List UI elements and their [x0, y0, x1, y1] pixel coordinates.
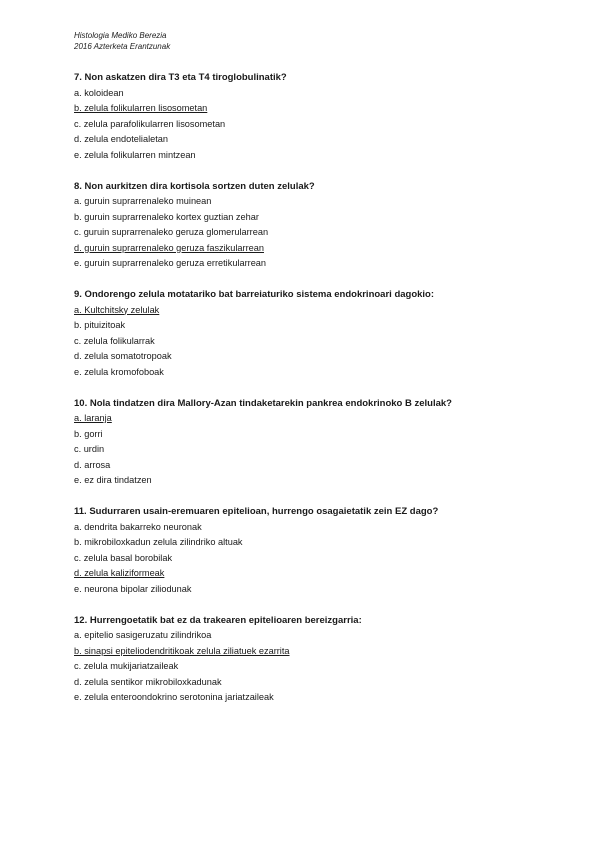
- answer-option: c. zelula basal borobilak: [74, 552, 173, 563]
- answer-option: c. zelula mukijariatzaileak: [74, 661, 179, 671]
- answer-option: e. ez dira tindatzen: [74, 475, 152, 485]
- answer-option: d. zelula somatotropoak: [74, 351, 172, 361]
- answer-option-correct: a. Kultchitsky zelulak: [74, 304, 160, 315]
- answer-option: b. gorri: [74, 428, 103, 439]
- answer-option: c. guruin suprarrenaleko geruza glomerularrean: [74, 227, 269, 237]
- answer-option: a. epitelio sasigeruzatu zilindrikoa: [74, 630, 212, 640]
- question-title: 7. Non askatzen dira T3 eta T4 tiroglobulinatik?: [74, 72, 287, 83]
- answer-option: b. guruin suprarrenaleko kortex guztian zehar: [74, 211, 259, 222]
- answer-option: c. zelula folikularrak: [74, 335, 155, 346]
- answer-option: b. pituizitoak: [74, 320, 126, 330]
- answer-option: a. dendrita bakarreko neuronak: [74, 521, 202, 532]
- answer-option: e. neurona bipolar ziliodunak: [74, 583, 192, 594]
- answer-option: c. urdin: [74, 444, 105, 454]
- answer-option: e. guruin suprarrenaleko geruza erretikularrean: [74, 258, 267, 268]
- answer-option-correct: a. laranja: [74, 413, 112, 423]
- question-7: [74, 70, 544, 163]
- answer-option-correct: b. sinapsi epiteliodendritikoak zelula ziliatuek ezarrita: [74, 645, 290, 656]
- answer-option: d. zelula endotelialetan: [74, 134, 168, 144]
- answer-option: e. zelula enteroondokrino serotonina jariatzaileak: [74, 692, 274, 702]
- answer-option-correct: d. guruin suprarrenaleko geruza faszikularrean: [74, 242, 264, 253]
- question-11: [74, 504, 544, 597]
- answer-option: a. guruin suprarrenaleko muinean: [74, 196, 212, 206]
- question-title: 12. Hurrengoetatik bat ez da trakearen epitelioaren bereizgarria:: [74, 614, 362, 626]
- answer-option-correct: d. zelula kaliziformeak: [74, 568, 165, 578]
- question-10: [74, 396, 544, 489]
- answer-option: c. zelula parafolikularren lisosometan: [74, 118, 226, 129]
- answer-option-correct: b. zelula folikularren lisosometan: [74, 103, 208, 113]
- header-course-title: Histologia Mediko Berezia: [74, 31, 167, 40]
- page-header: [74, 30, 170, 52]
- answer-option: b. mikrobiloxkadun zelula zilindriko altuak: [74, 537, 243, 547]
- answer-option: e. zelula folikularren mintzean: [74, 149, 196, 160]
- question-12: [74, 613, 544, 706]
- answer-option: a. koloidean: [74, 87, 124, 98]
- question-9: [74, 287, 544, 380]
- header-exam-subtitle: 2016 Azterketa Erantzunak: [74, 42, 171, 51]
- question-title: 9. Ondorengo zelula motatariko bat barreiaturiko sistema endokrinoari dagokio:: [74, 289, 435, 300]
- question-title: 8. Non aurkitzen dira kortisola sortzen duten zelulak?: [74, 180, 315, 192]
- question-list: [74, 70, 544, 721]
- question-title: 11. Sudurraren usain-eremuaren epitelioan, hurrengo osagaietatik zein EZ dago?: [74, 506, 439, 517]
- question-title: 10. Nola tindatzen dira Mallory-Azan tindaketarekin pankrea endokrinoko B zelulak?: [74, 397, 452, 409]
- question-8: [74, 179, 544, 272]
- answer-option: d. arrosa: [74, 459, 111, 470]
- answer-option: e. zelula kromofoboak: [74, 366, 164, 377]
- answer-option: d. zelula sentikor mikrobiloxkadunak: [74, 676, 222, 687]
